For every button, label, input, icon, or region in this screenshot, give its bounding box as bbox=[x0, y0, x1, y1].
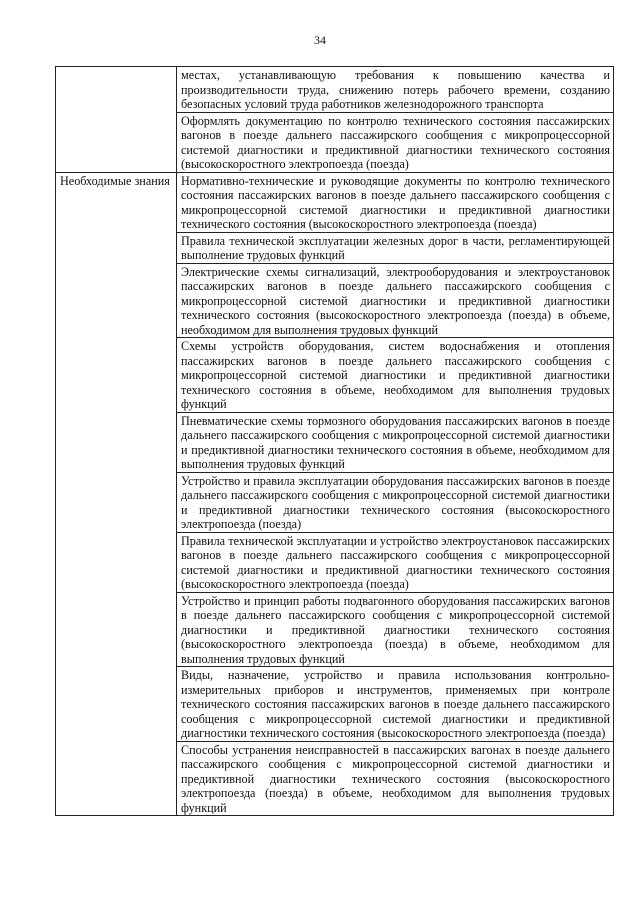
row-label-required-knowledge: Необходимые знания bbox=[56, 172, 177, 816]
table-cell-text: Оформлять документацию по контролю технического состояния пассажирских вагонов в поезде дальнего пассажирского сообщения с микропроцессорной системой диагностики и предиктивной диагностики технического состояния (высокоскоростного электропоезда (поезда) bbox=[177, 112, 614, 172]
table-cell-text: Правила технической эксплуатации железных дорог в части, регламентирующей выполнение трудовых функций bbox=[177, 232, 614, 263]
table-cell-text: Виды, назначение, устройство и правила использования контрольно-измерительных приборов и инструментов, применяемых при контроле технического состояния пассажирских вагонов в поезде дальнего пассажирского сообщения с микропроцессорной системой диагностики и предиктивной диагностики технического состояния (высокоскоростного электропоезда (поезда) bbox=[177, 667, 614, 742]
table-row bbox=[56, 67, 614, 113]
table-cell-text: Пневматические схемы тормозного оборудования пассажирских вагонов в поезде дальнего пассажирского сообщения с микропроцессорной системой диагностики и предиктивной диагностики технического состояния в объеме, необходимом для выполнения трудовых функций bbox=[177, 412, 614, 472]
page-number: 34 bbox=[314, 33, 326, 47]
table-cell-text: Способы устранения неисправностей в пассажирских вагонах в поезде дальнего пассажирского сообщения с микропроцессорной системой диагностики и предиктивной диагностики технического состояния (высокоскоростного электропоезда (поезда) в объеме, необходимом для выполнения трудовых функций bbox=[177, 741, 614, 816]
table-row bbox=[56, 172, 614, 232]
row-label-empty bbox=[56, 67, 177, 173]
table-cell-text: Устройство и принцип работы подвагонного оборудования пассажирских вагонов в поезде дальнего пассажирского сообщения с микропроцессорной системой диагностики и предиктивной диагностики технического состояния (высокоскоростного электропоезда (поезда) в объеме, необходимом для выполнения трудовых функций bbox=[177, 592, 614, 667]
requirements-table bbox=[55, 66, 614, 816]
table-cell-text: Схемы устройств оборудования, систем водоснабжения и отопления пассажирских вагонов в поезде дальнего пассажирского сообщения с микропроцессорной системой диагностики и предиктивной диагностики технического состояния в объеме, необходимом для выполнения трудовых функций bbox=[177, 338, 614, 413]
table-cell-text: местах, устанавливающую требования к повышению качества и производительности труда, снижению потерь рабочего времени, созданию безопасных условий труда работников железнодорожного транспорта bbox=[177, 67, 614, 113]
table-cell-text: Электрические схемы сигнализаций, электрооборудования и электроустановок пассажирских вагонов в поезде дальнего пассажирского сообщения с микропроцессорной системой диагностики и предиктивной диагностики технического состояния (высокоскоростного электропоезда (поезда) в объеме, необходимом для выполнения трудовых функций bbox=[177, 263, 614, 338]
table-cell-text: Правила технической эксплуатации и устройство электроустановок пассажирских вагонов в поезде дальнего пассажирского сообщения с микропроцессорной системой диагностики и предиктивной диагностики технического состояния (высокоскоростного электропоезда (поезда) bbox=[177, 532, 614, 592]
table-cell-text: Устройство и правила эксплуатации оборудования пассажирских вагонов в поезде дальнего пассажирского сообщения с микропроцессорной системой диагностики и предиктивной диагностики технического состояния (высокоскоростного электропоезда (поезда) bbox=[177, 472, 614, 532]
table-cell-text: Нормативно-технические и руководящие документы по контролю технического состояния пассажирских вагонов в поезде дальнего пассажирского сообщения с микропроцессорной системой диагностики и предиктивной диагностики технического состояния (высокоскоростного электропоезда (поезда) bbox=[177, 172, 614, 232]
